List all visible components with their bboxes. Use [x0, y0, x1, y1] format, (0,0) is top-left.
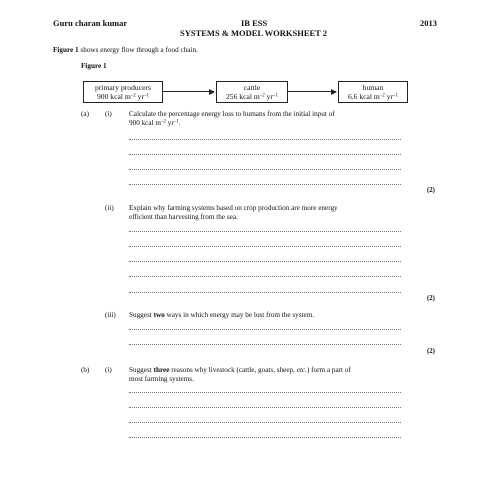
- question-b-i-text-line2: most farming systems.: [129, 375, 194, 383]
- answer-line[interactable]: [129, 344, 401, 345]
- box-human: [338, 81, 408, 103]
- answer-line[interactable]: [129, 246, 401, 247]
- answer-line[interactable]: [129, 169, 401, 170]
- answer-line[interactable]: [129, 261, 401, 262]
- question-b-label: (b): [81, 366, 90, 374]
- answer-line[interactable]: [129, 231, 401, 232]
- year: 2013: [420, 18, 437, 28]
- box-cattle-value: 256 kcal $m^{-2}$ $yr^{-1}$: [226, 92, 278, 101]
- answer-line[interactable]: [129, 437, 401, 438]
- course-name: IB ESS: [241, 18, 268, 28]
- intro-text: [53, 46, 198, 55]
- box-human-value: 6.6 kcal $m^{-2}$ $yr^{-1}$: [347, 92, 399, 101]
- intro-sentence: shows energy flow through a food chain.: [78, 46, 198, 54]
- question-b-i-label: (i): [105, 366, 112, 374]
- question-a-ii-text-line2: efficient than harvesting from the sea.: [129, 213, 238, 221]
- question-a-label: (a): [81, 110, 89, 118]
- answer-line[interactable]: [129, 292, 401, 293]
- marks-a-i: (2): [427, 187, 435, 194]
- question-a-i-text-line1: Calculate the percentage energy loss to humans from the initial input of: [129, 110, 335, 118]
- answer-line[interactable]: [129, 276, 401, 277]
- question-a-iii-text: Suggest two ways in which energy may be lost from the system.: [129, 311, 315, 319]
- worksheet-title: SYSTEMS & MODEL WORKSHEET 2: [180, 28, 328, 38]
- answer-line[interactable]: [129, 184, 401, 185]
- question-a-ii-label: (ii): [105, 204, 114, 212]
- marks-a-ii: (2): [427, 295, 435, 302]
- question-b-i-text-line1: Suggest three reasons why livestock (cattle, goats, sheep, etc.) form a part of: [129, 366, 351, 374]
- answer-line[interactable]: [129, 139, 401, 140]
- box-cattle-name: cattle: [243, 83, 261, 92]
- question-a-i-text-line2: 900 kcal $m^{-2}$ $yr^{-1}$.: [129, 119, 181, 127]
- question-a-ii-text-line1: Explain why farming systems based on crop production are more energy: [129, 204, 338, 212]
- intro-figure-ref: Figure 1: [53, 46, 79, 54]
- box-primary-producers: [83, 81, 163, 103]
- answer-line[interactable]: [129, 407, 401, 408]
- answer-line[interactable]: [129, 154, 401, 155]
- question-a-iii-label: (iii): [105, 311, 116, 319]
- question-a-i-label: (i): [105, 110, 112, 118]
- arrow-producers-to-cattle: [162, 91, 214, 92]
- marks-a-iii: (2): [427, 348, 435, 355]
- author-name: Guru charan kumar: [53, 18, 128, 28]
- box-cattle: [216, 81, 288, 103]
- arrow-cattle-to-human: [287, 91, 336, 92]
- answer-line[interactable]: [129, 329, 401, 330]
- box-primary-producers-value: 900 kcal $m^{-2}$ $yr^{-1}$: [97, 92, 149, 101]
- figure-label: Figure 1: [81, 62, 107, 70]
- box-primary-producers-name: primary producers: [95, 83, 151, 92]
- answer-line[interactable]: [129, 392, 401, 393]
- answer-line[interactable]: [129, 422, 401, 423]
- box-human-name: human: [362, 83, 384, 92]
